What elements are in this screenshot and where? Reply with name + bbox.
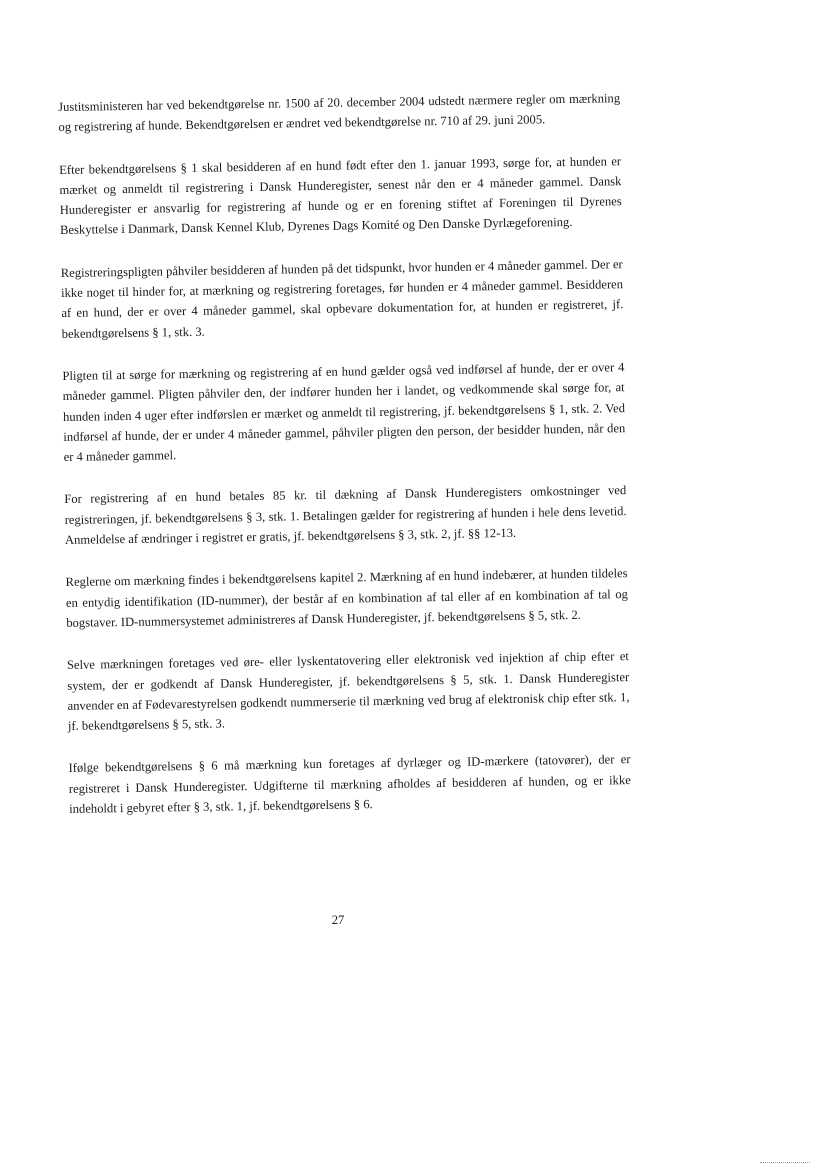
paragraph-4: Pligten til at sørge for mærkning og registrering af en hund gælder også ved indførsel af hunde, der er over 4 måneder gammel. Pligten påhviler den, der indfører hunden her i landet, og vedkommende skal sørge for, at hunden inden 4 uger efter indførslen er mærket og anmeldt til registrering, jf. bekendtgørelsens § 1, stk. 2. Ved indførsel af hunde, der er under 4 måneder gammel, påhviler pligten den person, der besidder hunden, når den er 4 måneder gammel.	[62, 360, 626, 465]
paragraph-8: Ifølge bekendtgørelsens § 6 må mærkning kun foretages af dyrlæger og ID-mærkere (tatovører), der er registreret i Dansk Hunderegister. Udgifterne til mærkning afholdes af besidderen af hunden, og er ikke indeholdt i gebyret efter § 3, stk. 1, jf. bekendtgørelsens § 6.	[68, 752, 631, 816]
paragraph-7: Selve mærkningen foretages ved øre- eller lyskentatovering eller elektronisk ved injektion af chip efter et system, der er godkendt af Dansk Hunderegister, jf. bekendtgørelsens § 5, stk. 1. Dansk Hunderegister anvender en af Fødevarestyrelsen godkendt nummerserie til mærkning ved brug af elektronisk chip efter stk. 1, jf. bekendtgørelsens § 5, stk. 3.	[66, 649, 630, 734]
paragraph-2: Efter bekendtgørelsens § 1 skal besidderen af en hund født efter den 1. januar 1993, sørge for, at hunden er mærket og anmeldt til registrering i Dansk Hunderegister, senest når den er 4 måneder gammel. Dansk Hunderegister er ansvarlig for registrering af hunde og er en forening stiftet af Foreningen til Dyrenes Beskyttelse i Danmark, Dansk Kennel Klub, Dyrenes Dags Komité og Den Danske Dyrlægeforening.	[59, 153, 622, 238]
paragraph-5: For registrering af en hund betales 85 kr. til dækning af Dansk Hunderegisters omkostninger ved registreringen, jf. bekendtgørelsens § 3, stk. 1. Betalingen gælder for registrering af hunden i hele dens levetid. Anmeldelse af ændringer i registret er gratis, jf. bekendtgørelsens § 3, stk. 2, jf. §§ 12-13.	[64, 483, 627, 547]
paragraph-3: Registreringspligten påhviler besidderen af hunden på det tidspunkt, hvor hunden er 4 måneder gammel. Der er ikke noget til hinder for, at mærkning og registrering foretages, før hunden er 4 måneder gammel. Besidderen af en hund, der er over 4 måneder gammel, skal opbevare dokumentation for, at hunden er registreret, jf. bekendtgørelsens § 1, stk. 3.	[60, 256, 624, 341]
paragraph-1: Justitsministeren har ved bekendtgørelse nr. 1500 af 20. december 2004 udstedt nærmere regler om mærkning og registrering af hunde. Bekendtgørelsen er ændret ved bekendtgørelse nr. 710 af 29. juni 2005.	[58, 91, 621, 135]
body-text	[58, 88, 632, 841]
scan-artifact	[760, 1160, 810, 1163]
page-number: 27	[331, 913, 345, 927]
paragraph-6: Reglerne om mærkning findes i bekendtgørelsens kapitel 2. Mærkning af en hund indebærer, at hunden tildeles en entydig identifikation (ID-nummer), der består af en kombination af tal eller af en kombination af tal og bogstaver. ID-nummersystemet administreres af Dansk Hunderegister, jf. bekendtgørelsens § 5, stk. 2.	[65, 566, 628, 630]
